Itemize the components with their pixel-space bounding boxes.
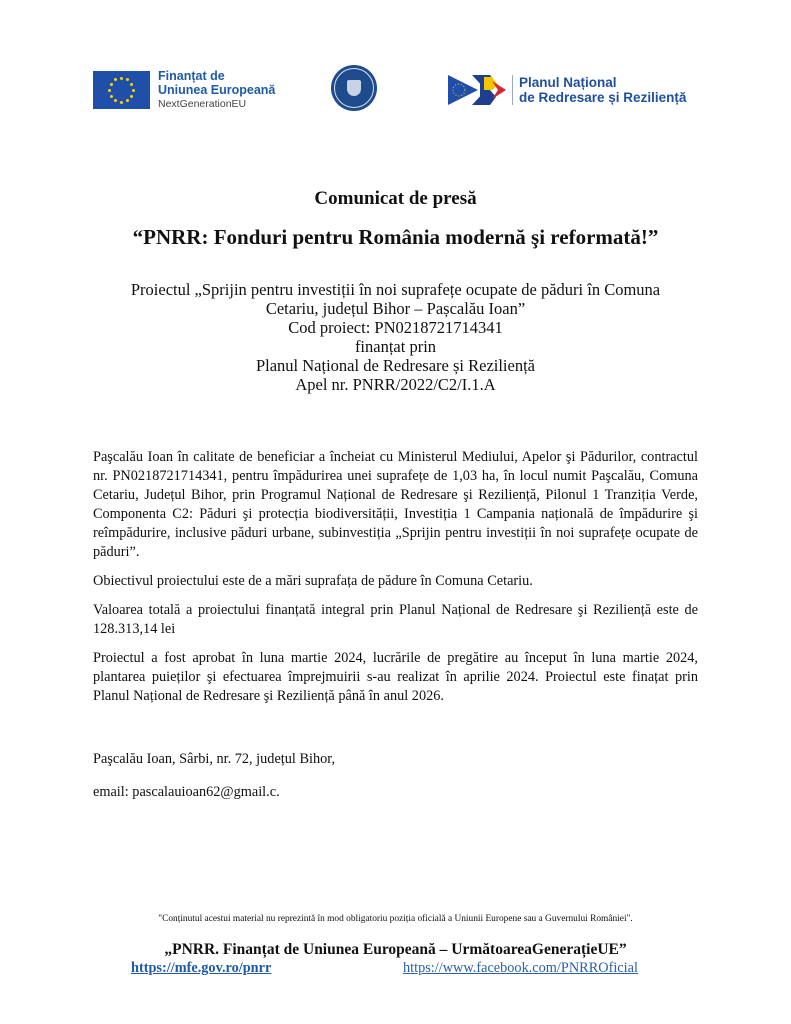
header-logos: [0, 0, 791, 130]
eu-flag-icon: [93, 71, 150, 109]
pnrr-logo-line1: Planul Național: [519, 75, 617, 90]
contact-email: email: pascalauioan62@gmail.c.: [93, 784, 280, 800]
paragraph-timeline: Proiectul a fost aprobat în luna martie 2024, lucrările de pregătire au început în luna martie 2024, plantarea puieților şi efectuarea împrejmuirii s-au realizat în aprilie 2024. Proiectul este finațat prin Planul Național de Redresare şi Reziliență până în anul 2026.: [93, 650, 698, 704]
eu-star-icon: [130, 95, 133, 98]
coat-of-arms-icon: [347, 80, 361, 96]
body-text: [93, 448, 698, 716]
paragraph-objective: Obiectivul proiectului este de a mări suprafața de pădure în Comuna Cetariu.: [93, 573, 533, 589]
eu-star-icon: [108, 89, 111, 92]
facebook-link[interactable]: https://www.facebook.com/PNRROficial: [403, 960, 638, 976]
eu-star-icon: [120, 101, 123, 104]
eu-logo-line3: NextGenerationEU: [158, 98, 247, 110]
project-code: Cod proiect: PN0218721714341: [288, 318, 503, 337]
eu-star-icon: [110, 95, 113, 98]
seal-ring: [334, 68, 374, 108]
pnrr-logo: [448, 73, 686, 107]
pnrr-arrows-icon: [448, 73, 506, 107]
eu-star-icon: [110, 83, 113, 86]
contact-block: [93, 750, 335, 816]
document-title: Comunicat de presă: [314, 188, 477, 209]
pnrr-logo-line2: de Redresare și Reziliență: [519, 90, 687, 105]
project-line: Cetariu, județul Bihor – Pașcalău Ioan”: [265, 299, 526, 318]
project-info-block: [0, 280, 791, 394]
footer-slogan: „PNRR. Finanțat de Uniunea Europeană – UrmătoareaGenerațieUE”: [164, 941, 627, 958]
paragraph-value: Valoarea totală a proiectului finanțată integral prin Planul Național de Redresare şi Reziliență este de 128.313,14 lei: [93, 602, 698, 637]
eu-logo-line2: Uniunea Europeană: [158, 83, 276, 97]
eu-star-icon: [130, 83, 133, 86]
eu-star-icon: [114, 78, 117, 81]
eu-logo-line1: Finanțat de: [158, 69, 225, 83]
contact-address: Paşcalău Ioan, Sârbi, nr. 72, județul Bihor,: [93, 751, 336, 767]
eu-star-icon: [126, 99, 129, 102]
project-line: Proiectul „Sprijin pentru investiții în noi suprafețe ocupate de păduri în Comuna: [130, 280, 661, 299]
project-line: finanțat prin: [354, 337, 437, 356]
footer-disclaimer: "Conținutul acestui material nu reprezintă în mod obligatoriu poziția oficială a Uniunii Europene sau a Guvernului României".: [158, 914, 633, 924]
eu-funding-logo: [93, 69, 275, 111]
eu-star-icon: [132, 89, 135, 92]
guvernul-romaniei-seal-icon: [331, 65, 377, 111]
paragraph-contract: Paşcalău Ioan în calitate de beneficiar a încheiat cu Ministerul Mediului, Apelor şi Pădurilor, contractul nr. PN0218721714341, pentru împădurirea unei suprafețe de 1,03 ha, în locul numit Paşcalău, Comuna Cetariu, Județul Bihor, prin Programul Național de Redresare şi Reziliență, Pilonul 1 Tranziția Verde, Componenta C2: Păduri şi protecția biodiversității, Investiția 1 Campania națională de împădurire şi reîmpădurire, inclusive păduri urbane, subinvestiția „Sprijin pentru investiții în noi suprafețe ocupate de păduri”.: [93, 449, 698, 560]
project-call-number: Apel nr. PNRR/2022/C2/I.1.A: [295, 375, 496, 394]
eu-star-icon: [120, 77, 123, 80]
mfe-link[interactable]: https://mfe.gov.ro/pnrr: [131, 960, 272, 976]
eu-star-icon: [126, 78, 129, 81]
document-subtitle: “PNRR: Fonduri pentru România modernă şi reformată!”: [132, 225, 659, 249]
project-line: Planul Național de Redresare și Reziliență: [255, 356, 536, 375]
eu-star-icon: [114, 99, 117, 102]
